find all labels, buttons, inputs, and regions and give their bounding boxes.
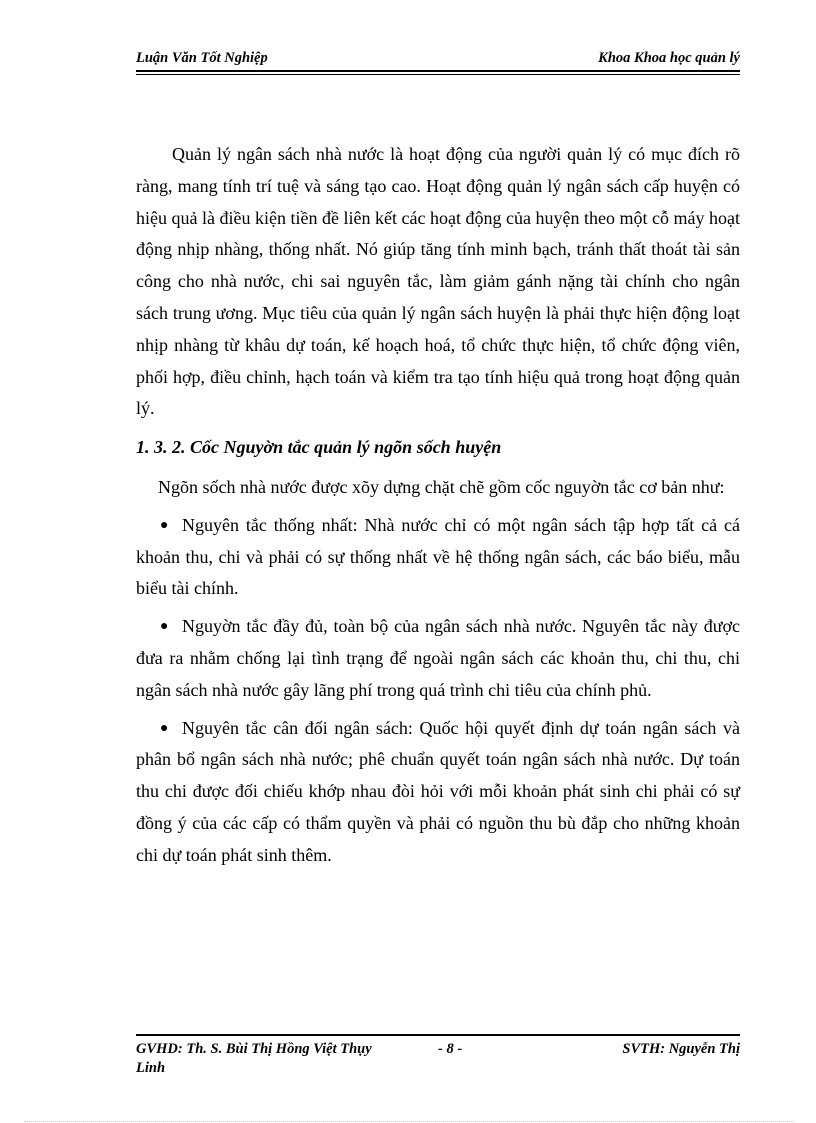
bullet-dot-icon: ●: [160, 619, 169, 635]
page-edge-divider: [24, 1121, 794, 1122]
page-footer: [136, 1040, 740, 1080]
bullet-item: [136, 510, 740, 605]
header-rule-thin: [136, 74, 740, 75]
bullet-dot-icon: ●: [160, 517, 169, 533]
page-header: [136, 48, 740, 68]
page-body: [136, 139, 740, 872]
intro-paragraph: Quản lý ngân sách nhà nước là hoạt động của người quản lý có mục đích rõ ràng, mang tính trí tuệ và sáng tạo cao. Hoạt động quản lý ngân sách cấp huyện có hiệu quả là điều kiện tiền đề liên kết các hoạt động của huyện theo một cỗ máy hoạt động nhịp nhàng, thống nhất. Nó giúp tăng tính minh bạch, tránh thất thoát tài sản công cho nhà nước, chi sai nguyên tắc, làm giảm gánh nặng tài chính cho ngân sách trung ương. Mục tiêu của quản lý ngân sách huyện là phải thực hiện động loạt nhịp nhàng từ khâu dự toán, kế hoạch hoá, tổ chức thực hiện, tổ chức động viên, phối hợp, điều chỉnh, hạch toán và kiểm tra tạo tính hiệu quả trong hoạt động quản lý.: [136, 144, 740, 419]
section-heading: 1. 3. 2. Cốc Nguyờn tắc quản lý ngõn sốch huyện: [136, 437, 502, 458]
page-number: - 8 -: [438, 1041, 463, 1057]
bullet-text: Nguyờn tắc đầy đủ, toàn bộ của ngân sách nhà nước. Nguyên tắc này được đưa ra nhằm chống lại tình trạng để ngoài ngân sách các khoản thu, chi thu, chi ngân sách nhà nước gây lãng phí trong quá trình chi tiêu của chính phủ.: [136, 616, 740, 700]
header-rule: [136, 70, 740, 72]
footer-advisor: GVHD: Th. S. Bùi Thị Hồng Việt Thụy Linh: [136, 1041, 372, 1076]
header-thesis-title: Luận Văn Tốt Nghiệp: [136, 50, 268, 66]
bullet-item: [136, 611, 740, 706]
bullet-dot-icon: ●: [160, 720, 169, 736]
bullet-item: [136, 713, 740, 872]
footer-rule: [136, 1034, 740, 1036]
lead-paragraph: Ngõn sốch nhà nước được xõy dựng chặt chẽ gồm cốc nguyờn tắc cơ bản như:: [158, 476, 725, 497]
header-faculty: Khoa Khoa học quản lý: [598, 50, 740, 66]
bullet-text: Nguyên tắc thống nhất: Nhà nước chỉ có một ngân sách tập hợp tất cả cá khoản thu, chi và phải có sự thống nhất về hệ thống ngân sách, các báo biểu, mẫu biểu tài chính.: [136, 514, 740, 599]
bullet-text: Nguyên tắc cân đối ngân sách: Quốc hội quyết định dự toán ngân sách và phân bổ ngân sách nhà nước; phê chuẩn quyết toán ngân sách nhà nước. Dự toán thu chi được đối chiếu khớp nhau đòi hỏi với mỗi khoản phát sinh chi phải có sự đồng ý của các cấp có thẩm quyền và phải có nguồn thu bù đắp cho những khoản chi dự toán phát sinh thêm.: [136, 717, 740, 865]
footer-student: SVTH: Nguyễn Thị: [622, 1041, 740, 1057]
